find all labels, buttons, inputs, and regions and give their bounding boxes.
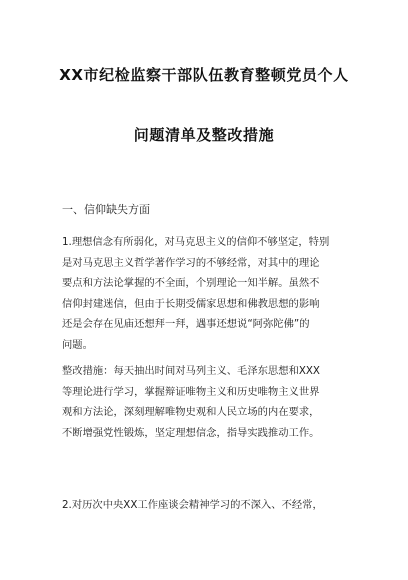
paragraph-3 <box>62 495 348 516</box>
paragraph-1 <box>62 232 348 355</box>
paragraph-line: 2.对历次中央XX工作座谈会精神学习的不深入、不经常， <box>62 499 323 511</box>
paragraph-line: 要点和方法论掌握的不全面，个别理论一知半解。虽然不 <box>62 277 320 289</box>
document-title-line-1: XX市纪检监察干部队伍教育整顿党员个人 <box>59 66 349 84</box>
paragraph-line: 观和方法论，深刻理解唯物史观和人民立场的内在要求， <box>62 406 320 418</box>
paragraph-line: 不断增强党性锻炼，坚定理想信念，指导实践推动工作。 <box>62 426 320 439</box>
paragraph-line: 还是会存在见庙还想拜一拜，遇事还想说“阿弥陀佛”的 <box>62 318 310 330</box>
paragraph-line: 整改措施：每天抽出时间对马列主义、毛泽东思想和XXX <box>62 365 320 377</box>
paragraph-line: 是对马克思主义哲学著作学习的不够经常，对其中的理论 <box>62 256 320 269</box>
paragraph-line: 信仰封建迷信，但由于长期受儒家思想和佛教思想的影响 <box>62 297 320 310</box>
paragraph-line: 等理论进行学习，掌握辩证唯物主义和历史唯物主义世界 <box>62 385 320 398</box>
paragraph-line: 问题。 <box>62 338 93 351</box>
document-title-line-2: 问题清单及整改措施 <box>133 126 275 144</box>
section-heading: 一、信仰缺失方面 <box>62 203 150 216</box>
paragraph-line: 1.理想信念有所弱化，对马克思主义的信仰不够坚定，特别 <box>62 236 330 248</box>
paragraph-2 <box>62 361 348 443</box>
